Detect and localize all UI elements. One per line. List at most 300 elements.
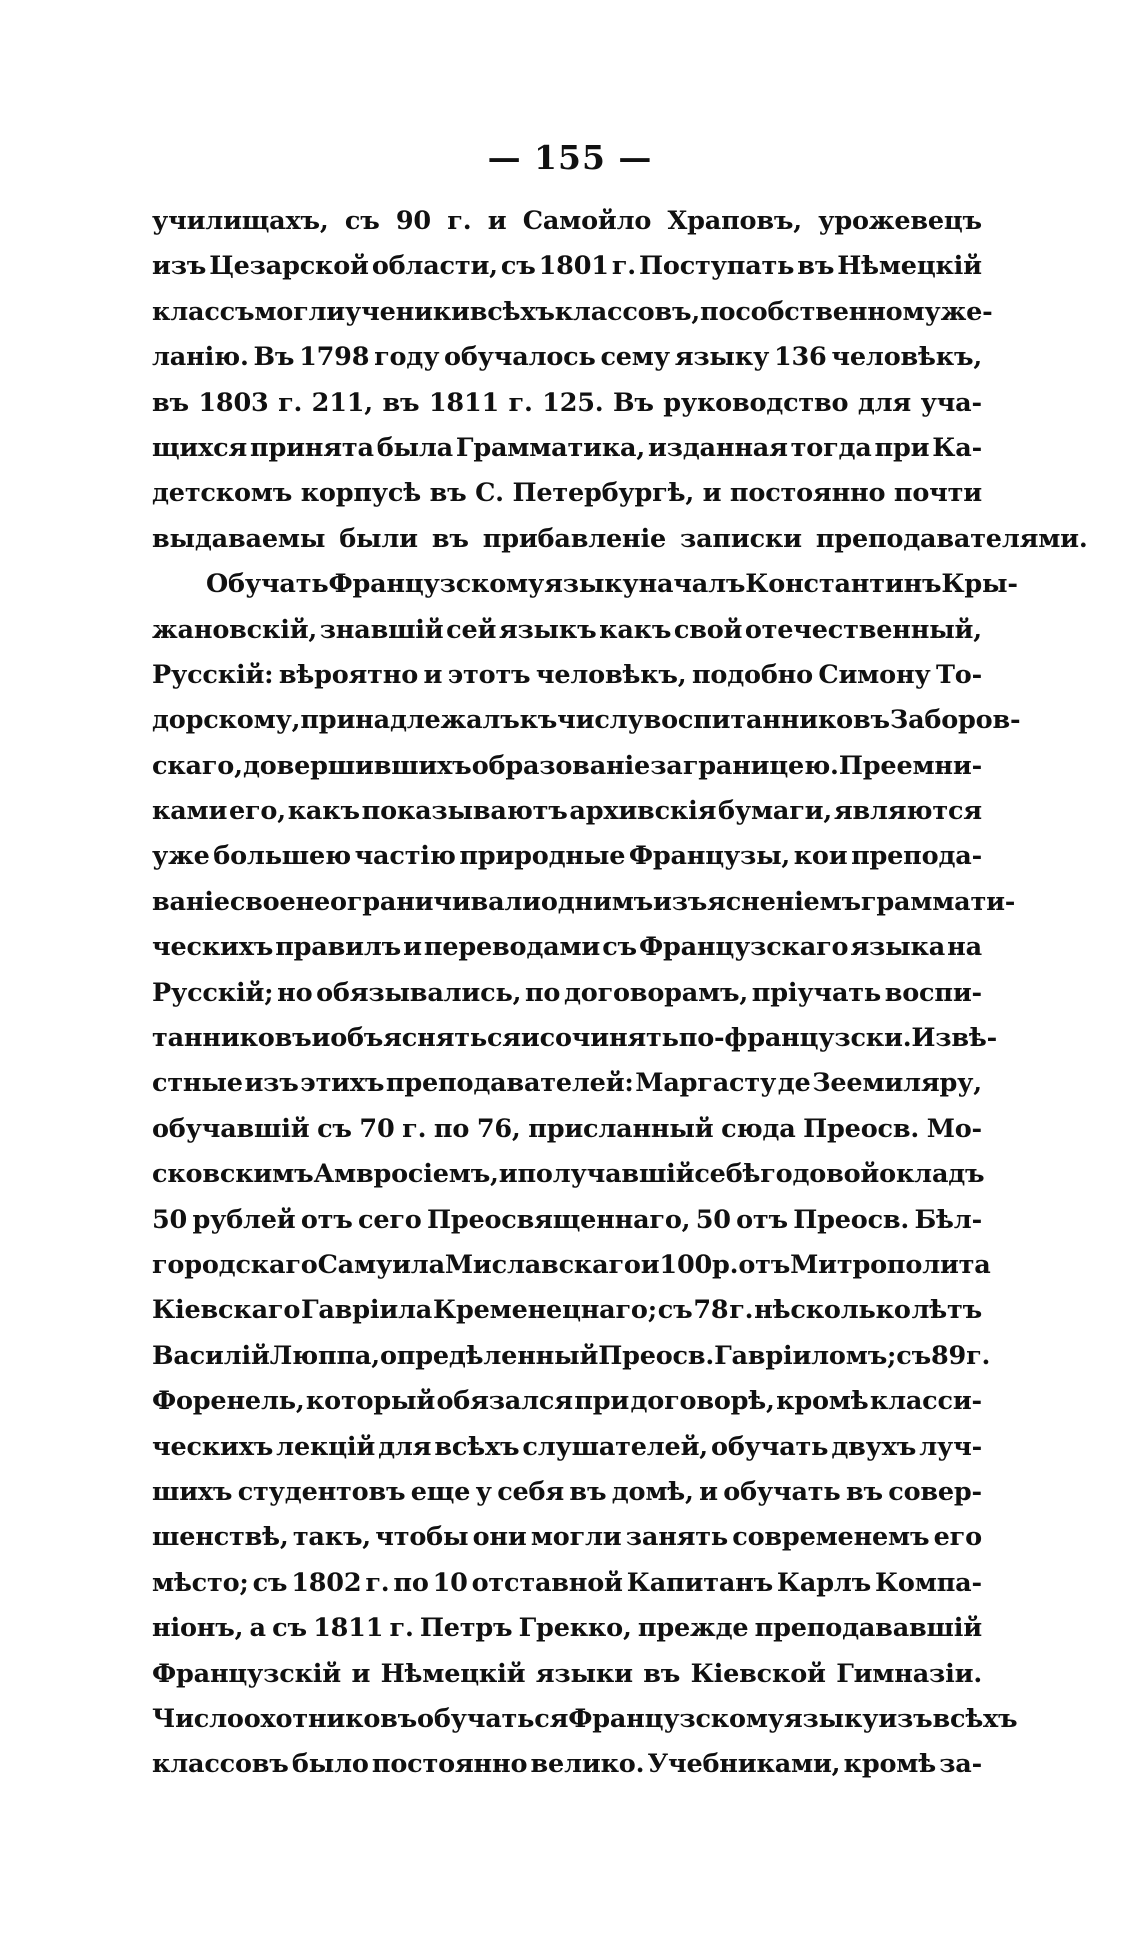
word: съ <box>317 1113 352 1144</box>
word: знавшій <box>319 614 444 645</box>
word: обучалось <box>444 342 596 373</box>
text-line <box>152 569 1018 614</box>
word: Миславскаго <box>444 1249 641 1280</box>
word: показываютъ <box>361 796 568 827</box>
word: получавшій <box>517 1159 695 1190</box>
word: и <box>403 932 422 963</box>
word: классовъ <box>152 1749 289 1780</box>
word: скаго, <box>152 750 243 781</box>
word: г. <box>966 1340 991 1371</box>
text-line <box>152 433 982 478</box>
word: Петръ <box>419 1613 513 1644</box>
word: съ <box>896 1340 931 1371</box>
word: объясняться <box>330 1023 521 1054</box>
word: принадлежалъ <box>300 705 520 736</box>
text-line <box>152 1249 991 1295</box>
word: отъ <box>736 1204 788 1235</box>
word: въ <box>431 523 469 554</box>
word: выдаваемы <box>152 523 326 554</box>
word: г. <box>508 387 533 418</box>
word: детскомъ <box>152 478 293 509</box>
word: училищахъ, <box>152 206 329 236</box>
word: жановскій, <box>152 614 318 645</box>
text-line <box>152 478 982 523</box>
word: прежде <box>637 1613 749 1644</box>
word: какъ <box>287 796 360 827</box>
word: 211, <box>311 387 373 418</box>
word: являются <box>833 796 982 827</box>
word: для <box>378 1431 432 1462</box>
text-line <box>152 206 982 251</box>
word: Въ <box>253 342 295 373</box>
word: сему <box>600 342 670 373</box>
text-line <box>152 1068 982 1113</box>
word: языка <box>850 932 946 963</box>
word: 1803 <box>198 387 269 418</box>
word: Французскаго <box>638 932 849 963</box>
text-line <box>152 615 982 660</box>
word: изъ <box>244 1068 299 1099</box>
word: студентовъ <box>237 1476 406 1507</box>
word: Гимназіи. <box>836 1658 982 1689</box>
text-line <box>152 342 982 387</box>
word: Преемни- <box>838 750 982 781</box>
word: преподававшій <box>754 1613 982 1644</box>
word: Люппа, <box>269 1340 380 1371</box>
text-line <box>152 1386 982 1431</box>
word: Василій <box>152 1340 270 1371</box>
text-line <box>152 1159 985 1204</box>
word: городскаго <box>152 1249 318 1280</box>
word: тогда <box>790 432 872 463</box>
word: при <box>874 432 930 463</box>
word: обучавшій <box>152 1113 310 1144</box>
word: Амвросіемъ, <box>313 1159 499 1190</box>
word: были <box>339 523 418 554</box>
word: рублей <box>192 1204 296 1235</box>
word: изъ <box>152 251 207 282</box>
word: г. <box>402 1113 427 1144</box>
word: Французскій <box>152 1658 341 1689</box>
text-line <box>152 1477 982 1522</box>
word: Заборов- <box>889 705 1021 736</box>
word: Самуила <box>317 1249 445 1280</box>
word: уча- <box>920 387 982 418</box>
word: обязался <box>436 1386 573 1417</box>
word: обучать <box>723 1476 841 1507</box>
word: и <box>423 659 443 690</box>
word: человѣкъ, <box>535 659 687 690</box>
word: нѣсколько <box>754 1295 911 1326</box>
word: 1802 <box>291 1567 362 1598</box>
word: съ <box>344 206 380 236</box>
text-line <box>152 932 982 977</box>
text-line <box>152 1205 982 1250</box>
word: такъ, <box>292 1522 371 1553</box>
word: Карлъ <box>776 1567 871 1598</box>
word: окладъ <box>879 1159 985 1190</box>
word: Форенель, <box>152 1386 305 1417</box>
word: въ <box>797 251 835 282</box>
word: 70 <box>359 1113 395 1144</box>
text-line <box>152 1295 982 1340</box>
word: классовъ, <box>554 296 701 327</box>
word: Французы, <box>628 841 791 872</box>
word: Нѣмецкій <box>837 251 982 282</box>
word: уже <box>152 841 210 872</box>
word: была <box>376 432 454 463</box>
word: танниковъ <box>152 1023 312 1054</box>
word: домѣ, <box>611 1476 694 1507</box>
word: мѣсто; <box>152 1567 249 1598</box>
word: Кременецнаго; <box>432 1295 657 1326</box>
word: по <box>524 977 561 1008</box>
word: правилъ <box>275 932 401 963</box>
word: съ <box>657 1295 693 1326</box>
text-line <box>152 296 993 342</box>
word: Гавріила <box>300 1295 433 1326</box>
word: всѣхъ <box>469 296 555 327</box>
word: сюда <box>721 1113 796 1144</box>
text-line <box>152 705 1021 750</box>
word: языку <box>783 1703 879 1734</box>
word: собственному <box>735 296 941 327</box>
word: въ <box>569 1476 607 1507</box>
text-line <box>152 1613 982 1658</box>
word: свой <box>673 614 743 645</box>
word: препода- <box>851 841 982 872</box>
word: отставной <box>471 1567 623 1598</box>
word: Кіевскаго <box>152 1295 301 1326</box>
word: и <box>640 1249 660 1280</box>
word: 50 <box>695 1204 731 1235</box>
word: 89 <box>930 1340 967 1371</box>
word: бумаги, <box>718 796 833 827</box>
word: архивскія <box>569 796 717 827</box>
word: 90 <box>395 206 431 236</box>
text-line <box>152 886 1016 932</box>
word: языкъ <box>498 614 597 645</box>
word: съ <box>500 251 536 282</box>
word: числу <box>557 705 644 736</box>
word: съ <box>272 1613 307 1644</box>
word: чтобы <box>375 1522 469 1553</box>
word: сего <box>358 1204 422 1235</box>
word: Преосв. <box>803 1113 920 1144</box>
word: этихъ <box>300 1068 385 1099</box>
word: 78 <box>693 1295 729 1326</box>
word: класси- <box>869 1386 982 1417</box>
word: всѣхъ <box>932 1703 1018 1734</box>
word: 10 <box>432 1567 468 1598</box>
word: Грекко, <box>518 1613 632 1644</box>
word: и <box>498 1159 518 1190</box>
word: Преосв. <box>793 1204 910 1235</box>
word: Ка- <box>932 432 982 463</box>
word: сковскимъ <box>152 1159 314 1190</box>
word: въ <box>152 387 189 418</box>
word: году <box>374 342 440 373</box>
word: и <box>311 1023 331 1054</box>
word: 100 <box>659 1249 713 1280</box>
word: могли <box>254 296 346 327</box>
word: стные <box>152 1068 243 1099</box>
word: къ <box>519 705 558 736</box>
word: сей <box>446 614 497 645</box>
word: этотъ <box>447 659 531 690</box>
word: воспитанниковъ <box>643 705 890 736</box>
word: а <box>249 1613 266 1644</box>
word: велико. <box>530 1749 645 1780</box>
word: за <box>650 750 683 781</box>
word: еще <box>410 1476 471 1507</box>
word: всѣхъ <box>434 1431 520 1462</box>
word: по <box>700 296 736 327</box>
word: изданная <box>647 432 788 463</box>
word: занять <box>625 1522 729 1553</box>
word: постоянно <box>371 1749 528 1780</box>
word: записки <box>680 523 802 554</box>
word: границею. <box>682 750 839 781</box>
word: у <box>475 1476 492 1507</box>
word: Французскому <box>568 1703 784 1734</box>
word: шенствѣ, <box>152 1522 289 1553</box>
word: корпусѣ <box>300 478 421 509</box>
word: шихъ <box>152 1476 233 1507</box>
word: г. <box>389 1613 414 1644</box>
word: отъ <box>300 1204 353 1235</box>
word: 1811 <box>428 387 500 418</box>
text-line <box>152 251 982 296</box>
word: Учебниками, <box>647 1749 841 1780</box>
word: большею <box>213 841 351 872</box>
word: г. <box>611 251 636 282</box>
word: кои <box>793 841 848 872</box>
word: воспи- <box>884 977 982 1008</box>
word: лѣтъ <box>911 1295 982 1326</box>
word: Митрополита <box>790 1249 991 1280</box>
word: Симону <box>818 659 931 690</box>
word: свое <box>229 886 296 917</box>
word: 76, <box>476 1113 521 1144</box>
word: обязывались, <box>316 977 522 1008</box>
word: ками <box>152 796 228 827</box>
word: Самойло <box>522 206 652 236</box>
word: по-французски. <box>678 1023 912 1054</box>
word: Маргасту <box>635 1068 777 1099</box>
word: и <box>351 1658 371 1689</box>
word: Грамматика, <box>455 432 646 463</box>
word: Поступать <box>639 251 795 282</box>
word: области, <box>371 251 498 282</box>
word: преподавателями. <box>815 523 1088 554</box>
word: современемъ <box>732 1522 930 1553</box>
word: Преосвященнаго, <box>426 1204 691 1235</box>
word: же- <box>940 296 993 327</box>
text-line <box>152 796 982 841</box>
word: дорскому, <box>152 705 301 736</box>
word: Въ <box>612 387 654 418</box>
word: Извѣ- <box>911 1023 997 1054</box>
word: кромѣ <box>843 1749 936 1780</box>
word: переводами <box>423 932 601 963</box>
word: договорамъ, <box>563 977 749 1008</box>
word: частію <box>354 841 456 872</box>
word: кромѣ <box>776 1386 869 1417</box>
word: изъясненіемъ <box>653 886 861 917</box>
word: ческихъ <box>152 932 274 963</box>
word: отечественный, <box>744 614 982 645</box>
text-line <box>152 841 982 886</box>
word: и <box>520 1023 540 1054</box>
word: ваніе <box>152 886 230 917</box>
word: какъ <box>599 614 672 645</box>
word: сочинять <box>539 1023 679 1054</box>
word: 1801 <box>538 251 609 282</box>
word: Число <box>152 1703 244 1734</box>
word: который <box>305 1386 436 1417</box>
word: образованіе <box>471 750 650 781</box>
word: обучать <box>711 1431 829 1462</box>
word: Нѣмецкій <box>380 1658 526 1689</box>
word: съ <box>602 932 637 963</box>
word: съ <box>252 1567 288 1598</box>
text-line <box>152 1659 982 1704</box>
word: 1798 <box>299 342 370 373</box>
word: языку <box>674 342 770 373</box>
word: человѣкъ, <box>831 342 982 373</box>
word: г. <box>365 1567 390 1598</box>
word: за- <box>939 1749 982 1780</box>
word: договорѣ, <box>630 1386 775 1417</box>
word: классъ <box>152 296 255 327</box>
word: языку <box>544 569 639 600</box>
word: 136 <box>773 342 827 373</box>
word: Французскому <box>328 569 545 600</box>
word: постоянно <box>729 478 886 509</box>
text-line <box>152 1432 982 1477</box>
word: языки <box>535 1658 633 1689</box>
word: щихся <box>152 432 248 463</box>
word: въ <box>429 478 467 509</box>
text-line <box>152 1749 982 1794</box>
text-line <box>152 1340 991 1386</box>
word: въ <box>845 1476 883 1507</box>
word: однимъ <box>540 886 653 917</box>
word: лекцій <box>276 1431 376 1462</box>
word: Русскій: <box>152 659 274 690</box>
word: луч- <box>919 1431 982 1462</box>
word: на <box>947 932 982 963</box>
word: довершившихъ <box>243 750 472 781</box>
word: С. <box>475 478 504 509</box>
word: опредѣленный <box>379 1340 599 1371</box>
word: присланный <box>528 1113 714 1144</box>
word: г. <box>278 387 303 418</box>
word: Гавріиломъ; <box>714 1340 897 1371</box>
word: и <box>702 478 722 509</box>
word: прибавленіе <box>482 523 666 554</box>
word: руководство <box>663 387 849 418</box>
word: 50 <box>152 1204 188 1235</box>
word: слушателей, <box>522 1431 708 1462</box>
word: себѣ <box>694 1159 761 1190</box>
text-line <box>152 751 982 796</box>
word: его, <box>228 796 286 827</box>
word: подобно <box>691 659 813 690</box>
body-text <box>152 206 1088 1795</box>
word: Петербургѣ, <box>512 478 695 509</box>
word: для <box>857 387 912 418</box>
word: Цезарской <box>209 251 369 282</box>
word: Кіевской <box>690 1658 826 1689</box>
word: ческихъ <box>152 1431 274 1462</box>
word: Русскій; <box>152 977 274 1008</box>
word: То- <box>936 659 982 690</box>
word: двухъ <box>831 1431 917 1462</box>
word: де <box>777 1068 811 1099</box>
word: Зеемиляру, <box>812 1068 982 1099</box>
text-line <box>152 523 1088 569</box>
word: г. <box>447 206 472 236</box>
word: Кры- <box>941 569 1018 600</box>
word: принята <box>249 432 374 463</box>
word: природные <box>459 841 626 872</box>
word: ніонъ, <box>152 1613 244 1644</box>
text-line <box>152 1023 997 1068</box>
word: началъ <box>638 569 746 600</box>
word: отъ <box>738 1249 791 1280</box>
word: 125. <box>542 387 604 418</box>
text-line <box>152 1568 982 1613</box>
word: его <box>933 1522 982 1553</box>
word: Константинъ <box>745 569 942 600</box>
word: почти <box>893 478 982 509</box>
word: пріучать <box>751 977 881 1008</box>
word: обучаться <box>417 1703 569 1734</box>
word: ученики <box>345 296 470 327</box>
word: 1811 <box>313 1613 384 1644</box>
word: преподавателей: <box>385 1068 634 1099</box>
word: и <box>699 1476 718 1507</box>
word: вѣроятно <box>278 659 419 690</box>
word: граммати- <box>860 886 1016 917</box>
word: Преосв. <box>598 1340 715 1371</box>
word: изъ <box>878 1703 933 1734</box>
word: могли <box>530 1522 622 1553</box>
word: они <box>472 1522 527 1553</box>
text-line <box>152 660 982 705</box>
word: въ <box>643 1658 681 1689</box>
text-line <box>152 388 982 433</box>
word: себя <box>497 1476 564 1507</box>
word: годовой <box>760 1159 880 1190</box>
word: охотниковъ <box>243 1703 418 1734</box>
text-line <box>152 1114 982 1159</box>
word: совер- <box>888 1476 982 1507</box>
word: Бѣл- <box>914 1204 982 1235</box>
word: Обучать <box>206 569 329 600</box>
word: ограничивали <box>330 886 541 917</box>
word: р. <box>712 1249 739 1280</box>
page-number: — 155 — <box>487 138 653 177</box>
word: г. <box>729 1295 754 1326</box>
text-line <box>152 1703 1018 1749</box>
word: не <box>295 886 331 917</box>
word: урожевецъ <box>818 206 982 236</box>
word: Компа- <box>874 1567 982 1598</box>
word: Храповъ, <box>667 206 802 236</box>
